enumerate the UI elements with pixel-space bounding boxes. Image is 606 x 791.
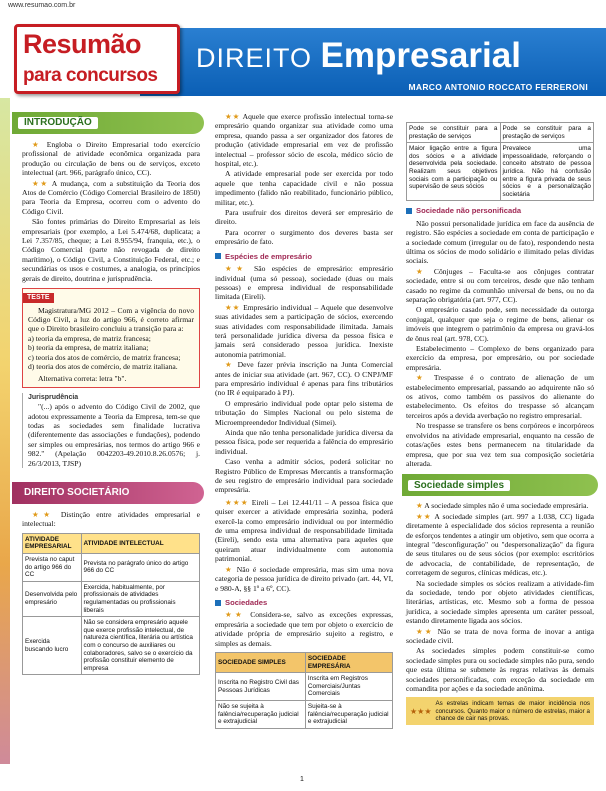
paragraph: Para usufruir dos direitos deverá ser empresário de direito. [215, 208, 393, 227]
society-table [215, 652, 393, 729]
logo-line-1: Resumão [23, 29, 142, 59]
paragraph: ★★ Empresário individual – Aquele que desenvolve suas atividades sem a participação de sócios, exercendo suas atividades com responsabilidade ilimitada. Jamais terá personalidade jurídica diversa da pessoa física e jamais será considerado pessoa jurídica. Inexiste autonomia patrimonial. [215, 302, 393, 359]
page-number: 1 [300, 776, 304, 783]
table-row: Prevista no caput do artigo 966 do CC Prevista no parágrafo único do artigo 966 do CC [23, 554, 200, 582]
jurisprudence-label: Jurisprudência [28, 393, 79, 401]
title-part-1: DIREITO [196, 43, 321, 73]
star-icon: ★ [416, 373, 428, 383]
paragraph: Na sociedade simples os sócios realizam a atividade-fim da sociedade, tendo por objeto atividades científicas, literárias, artísticas, etc. Mesmo sob a forma de pessoa jurídica, a sociedade simples apresenta um caráter pessoal, estando diretamente ligada aos sócios. [406, 578, 594, 626]
test-option: b) teoria da empresa, de matriz italiana; [28, 343, 149, 353]
paragraph: ★ A sociedade simples não é uma sociedade empresária. [416, 501, 589, 511]
paragraph: O empresário casado pode, sem necessidade da outorga conjugal, qualquer que seja o regime de bens, alienar os imóveis que integrem o patrimônio da empresa ou gravá-los de ônus real (art. 978, CC). [406, 305, 594, 343]
paragraph: ★★★ Eireli – Lei 12.441/11 – A pessoa física que quiser exercer a atividade empresária sozinha, poderá exercê-la como empresário individual ou por intermédio de uma empresa individual de responsabilidade limitada (Eireli), sendo esta uma alternativa para aqueles que queiram atuar individualmente com autonomia patrimonial. [215, 497, 393, 564]
star-icon: ★★ [225, 610, 246, 620]
paragraph: No trespasse se transfere os bens corpóreos e incorpóreos envolvidos na atividade empresarial, enquanto na cessão de cotas/ações estes bens permanecem na titularidade da empresa, que por sua vez tem sua composição societária alterada. [406, 421, 594, 468]
paragraph: O empresário individual pode optar pelo sistema de tributação do Simples Nacional ou pelo sistema de Microempreendedor Individual (Simei). [215, 398, 393, 427]
test-label: TESTE [23, 293, 54, 302]
paragraph: ★★ A mudança, com a substituição da Teoria dos Atos de Comércio (Código Comercial Brasileiro de 1850) para Teoria da Empresa, ocorreu com o advento do Código Civil. [22, 178, 200, 216]
table-header: ATIVIDADE INTELECTUAL [81, 533, 199, 553]
test-option: a) teoria da empresa, de matriz francesa; [28, 333, 151, 343]
star-icon: ★★★ [410, 706, 432, 716]
table-row: Inscrita no Registro Civil das Pessoas Jurídicas Inscrita em Registros Comerciais/Juntas Comerciais [216, 673, 393, 701]
comparison-box [406, 122, 594, 201]
paragraph: ★★ Aquele que exerce profissão intelectual torna-se empresário quando organizar sua atividade como uma empresa, quando passa a ser organizador dos fatores de produção (atividade empresarial em vez de profissão intelectual – professor sócio de escola, médico sócio de hospital, etc.). [215, 112, 393, 169]
section-sociedade-simples: Sociedade simples [402, 474, 598, 496]
paragraph: As sociedades simples podem constituir-se como sociedade simples pura ou sociedade simples não pura, sendo que esta última se submete às regras relativas às demais sociedades personificadas, com exceção da sociedade em comandita por ações e da sociedade anônima. [406, 646, 594, 694]
column-1 [22, 112, 200, 679]
star-icon: ★★ [416, 511, 432, 521]
logo [14, 24, 180, 94]
star-icon: ★ [225, 564, 234, 574]
star-icon: ★★ [32, 178, 49, 188]
paragraph: Para ocorrer o surgimento dos deveres basta ser empresário de fato. [215, 227, 393, 247]
star-icon: ★★ [416, 626, 434, 636]
title-part-2: Empresarial [320, 36, 521, 75]
star-icon: ★ [416, 501, 423, 511]
paragraph: Não possui personalidade jurídica em face da ausência de registro. São espécies a sociedade em conta de participação e a sociedade comum (irregular ou de fato), respondendo nesta última os sócios de modo solidário e ilimitado pelas dívidas sociais. [406, 218, 594, 266]
star-icon: ★★ [225, 264, 248, 274]
test-answer: Alternativa correta: letra "b". [38, 374, 127, 384]
paragraph: Estabelecimento – Complexo de bens organizado para exercício da empresa, por empresário, ou por sociedade empresária. [406, 344, 594, 372]
jurisprudence-text: "(...) após o advento do Código Civil de 2002, que adotou expressamente a Teoria da Empresa, tem-se que todas as sociedades sem finalidade lucrativa (diferentemente das associações e fundações), podendo ser simples ou empresárias, nos termos do artigo 966 e 982." (Apelação 0042203-49.2010.8.26.0576; j. 26/3/2013, TJSP) [28, 402, 200, 468]
test-box [22, 288, 200, 388]
box-cell: Prevalece uma impessoalidade, reforçando o conceito abstrato de pessoa jurídica. Não há confusão entre a figura privada de seus sócios e a personalização societária [502, 145, 591, 198]
test-option: d) teoria dos atos de comércio, de matriz italiana. [28, 361, 178, 371]
table-header: SOCIEDADE EMPRESÁRIA [305, 652, 392, 672]
color-sidebar [0, 98, 10, 764]
paragraph: ★★ São espécies de empresário: empresário individual (uma só pessoa), sociedade (duas ou mais pessoas) e empresa individual de responsabilidade limitada (Eireli). [215, 264, 393, 302]
activity-table [22, 533, 200, 676]
jurisprudence-box [22, 393, 200, 468]
table-header: ATIVIDADE EMPRESARIAL [23, 533, 82, 553]
paragraph: ★ Engloba o Direito Empresarial todo exercício profissional de atividade econômica organizada para produção ou circulação de bens ou de serviços, exceto intelectual (art. 966, parágrafo único, CC). [22, 140, 200, 178]
star-icon: ★★ [225, 112, 241, 121]
paragraph: São fontes primárias do Direito Empresarial as leis empresariais (por exemplo, a Lei 5.474/68, duplicata; a Lei 7.357/85, cheque; a Lei 8.955/94, franquia, etc.), o Código Comercial (parte não revogada de direito marítimo), o Código Civil, a Constituição Federal, etc.; e secundárias os usos e costumes, a analogia, os princípios gerais de direito, doutrina e jurisprudência. [22, 217, 200, 283]
box-cell: Pode se constituir para a prestação de serviços [407, 123, 501, 142]
star-icon: ★★★ [225, 497, 249, 507]
paragraph: ★★ Considera-se, salvo as exceções expressas, empresária a sociedade que tem por objeto o exercício de atividade própria de empresário sujeito a registro, e simples as demais. [215, 610, 393, 648]
paragraph: ★ Trespasse é o contrato de alienação de um estabelecimento empresarial, passando ao adquirente não só os ativos, como também os passivos do alienante do estabelecimento. Os efeitos do trespasse só alcançam terceiros após a devida averbação no registro empresarial. [406, 373, 595, 420]
test-question: Magistratura/MG 2012 – Com a vigência do novo Código Civil, a luz do artigo 966, é correto afirmar que o Direito brasileiro concluiu a transição para a: [28, 305, 194, 334]
paragraph: ★★ Distinção entre atividades empresarial e intelectual: [22, 510, 200, 529]
star-icon: ★ [32, 140, 42, 149]
star-icon: ★★ [225, 302, 241, 312]
section-direito-societario: DIREITO SOCIETÁRIO [12, 482, 204, 504]
star-icon: ★ [416, 266, 428, 276]
section-introducao: INTRODUÇÃO [12, 112, 204, 134]
star-icon: ★ [225, 360, 234, 370]
table-header: SOCIEDADE SIMPLES [216, 652, 306, 672]
paragraph: ★★ Não se trata de nova forma de inovar a antiga sociedade civil. [406, 626, 594, 645]
column-2 [215, 112, 393, 733]
paragraph: Ainda que não tenha personalidade jurídica diversa da pessoa física, pode ser requerida a falência do empresário individual. [215, 428, 393, 456]
box-cell: Pode se constituir para a prestação de serviços [502, 125, 591, 140]
paragraph: ★★ A sociedade simples (art. 997 a 1.038, CC) ligada diretamente à especialidade dos sócios representa a reunião de esforços tendentes a atingir um objetivo, sem que ocorra a integral "desconfiguração" ou "despersonalização" da figura de seus titulares ou de seus sócios (por exemplo: escritórios de advocacia, de contabilidade, de representação, de corretagem de seguros, clínicas médicas, etc.). [406, 511, 595, 578]
site-url[interactable]: www.resumao.com.br [8, 2, 76, 9]
table-row: Desenvolvida pelo empresário Exercida, habitualmente, por profissionais de atividades regulamentadas ou profissionais liberais [23, 581, 200, 616]
paragraph: A atividade empresarial pode ser exercida por todo aquele que tenha capacidade civil e não possua impedimento (falido não reabilitado, funcionário público, militar, etc.). [215, 169, 393, 207]
table-row: Exercida buscando lucro Não se considera empresário aquele que exerce profissão intelectual, de natureza científica, literária ou artística com o concurso de auxiliares ou colaboradores, salvo se o exercício da profissão constituir elemento de empresa [23, 617, 200, 675]
subheading: Sociedade não personificada [406, 206, 594, 215]
test-option: c) teoria dos atos de comércio, de matriz francesa; [28, 352, 181, 362]
table-row: Não se sujeita à falência/recuperação judicial e extrajudicial Sujeita-se à falência/recuperação judicial e extrajudicial [216, 700, 393, 728]
page-title [196, 36, 521, 76]
paragraph: ★ Não é sociedade empresária, mas sim uma nova categoria de pessoa jurídica de direito privado (art. 44, VI, e 980-A, §§ 1º a 6º, CC). [215, 564, 393, 593]
paragraph: ★ Deve fazer prévia inscrição na Junta Comercial antes de iniciar sua atividade (art. 967, CC). O CNPJ/MF para empresário individual é apenas para fins tributários (no IR é equiparado à PJ). [215, 360, 393, 398]
legend-box [406, 697, 594, 725]
square-icon [215, 253, 221, 259]
legend-text: As estrelas indicam temas de maior incidência nos concursos. Quanto maior o número de estrelas, maior a chance de cair nas provas. [435, 700, 590, 722]
author: MARCO ANTONIO ROCCATO FERRERONI [408, 82, 588, 92]
square-icon [215, 600, 221, 606]
subheading: Espécies de empresário [215, 252, 393, 261]
paragraph: ★ Cônjuges – Faculta-se aos cônjuges contratar sociedade, entre si ou com terceiros, desde que não tenham casado no regime da comunhão universal de bens, ou no da separação obrigatória (art. 977, CC). [406, 266, 595, 304]
box-cell: Maior ligação entre a figura dos sócios e a atividade desenvolvida pela sociedade. Realizam seus objetivos sociais com a participação ou supervisão de seus sócios [407, 143, 501, 200]
logo-line-2: para concursos [23, 65, 158, 86]
subheading: Sociedades [215, 598, 393, 607]
paragraph: Caso venha a admitir sócios, poderá solicitar no Registro Público de Empresas Mercantis a transformação de seu registro de empresário individual para sociedade empresária. [215, 457, 393, 495]
column-3 [406, 122, 594, 725]
square-icon [406, 208, 412, 214]
star-icon: ★★ [32, 510, 55, 519]
